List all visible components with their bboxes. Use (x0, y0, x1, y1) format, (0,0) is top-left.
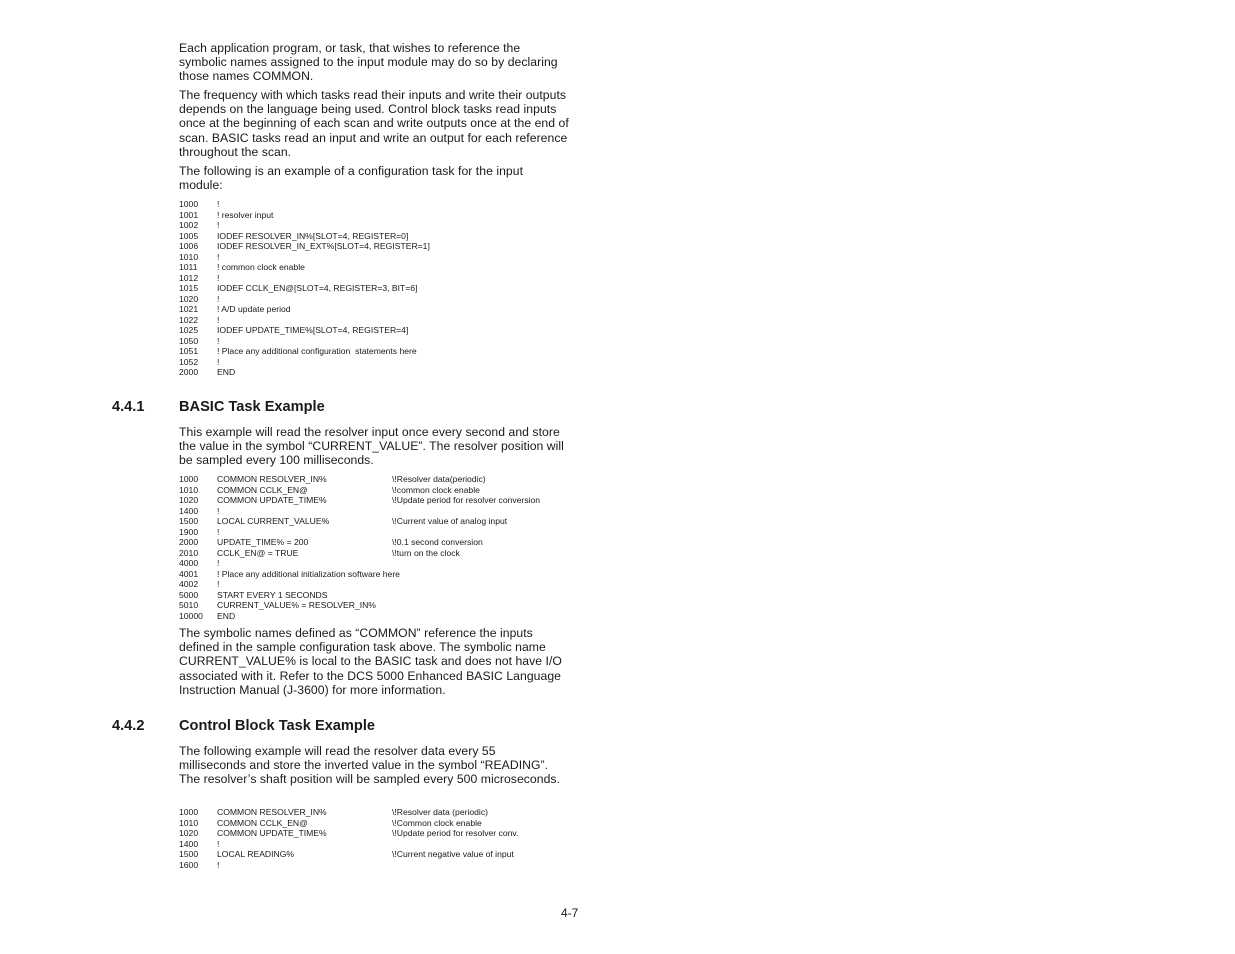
code-statement: ! (217, 505, 220, 516)
code-comment: \!Resolver data (periodic) (392, 807, 489, 817)
line-number: 2010 (179, 547, 199, 558)
basic-paragraph-1: This example will read the resolver input once every second and store the value in the symbol “CURRENT_VALUE”. The resolver position will be sampled every 100 milliseconds. (179, 425, 564, 468)
line-number: 1020 (179, 828, 199, 838)
code-comment: \!Current value of analog input (392, 516, 508, 526)
code-comment: \!Current negative value of input (392, 849, 514, 859)
code-statement: ! Place any additional configuration statements here (217, 346, 417, 356)
line-number: 1050 (179, 335, 199, 346)
code-comment: \!0.1 second conversion (392, 537, 483, 547)
line-number: 1400 (179, 838, 199, 849)
code-statement: ! (217, 526, 220, 537)
code-statement: COMMON UPDATE_TIME% (217, 828, 327, 838)
code-comment: \!Update period for resolver conv. (392, 828, 519, 838)
line-number: 1012 (179, 272, 199, 283)
line-number: 1051 (179, 346, 199, 356)
line-number: 1002 (179, 220, 199, 230)
line-number: 1010 (179, 484, 199, 495)
code-statement: ! (217, 199, 220, 209)
line-number: 1500 (179, 849, 199, 859)
code-statement: END (217, 367, 236, 377)
section-number: 4.4.1 (112, 399, 145, 415)
line-number: 1052 (179, 356, 199, 367)
basic-intro-block (179, 425, 569, 468)
code-statement: ! (217, 579, 220, 589)
code-statement: CURRENT_VALUE% = RESOLVER_IN% (217, 600, 376, 610)
line-number: 10000 (179, 610, 203, 621)
code-statement: COMMON UPDATE_TIME% (217, 495, 327, 505)
code-statement: ! (217, 859, 220, 870)
section-title: Control Block Task Example (179, 718, 375, 734)
line-number: 1020 (179, 293, 199, 304)
line-number: 5010 (179, 600, 199, 610)
line-number: 1500 (179, 516, 199, 526)
code-statement: ! common clock enable (217, 262, 305, 272)
line-number: 5000 (179, 589, 199, 600)
section-title: BASIC Task Example (179, 399, 325, 415)
code-comment: \!common clock enable (392, 484, 480, 495)
code-statement: LOCAL READING% (217, 849, 295, 859)
code-statement: ! (217, 838, 220, 849)
code-statement: IODEF UPDATE_TIME%[SLOT=4, REGISTER=4] (217, 325, 409, 335)
line-number: 1900 (179, 526, 199, 537)
line-number: 2000 (179, 537, 199, 547)
line-number: 4002 (179, 579, 199, 589)
code-statement: ! A/D update period (217, 304, 291, 314)
line-number: 1010 (179, 817, 199, 828)
code-statement: IODEF RESOLVER_IN_EXT%[SLOT=4, REGISTER=1] (217, 241, 430, 251)
code-comment: \!Update period for resolver conversion (392, 495, 541, 505)
intro-block (179, 41, 569, 84)
control-block-paragraph-1: The following example will read the resolver data every 55 milliseconds and store the inverted value in the symbol “READING”. The resolver’s shaft position will be sampled every 500 microseconds. (179, 744, 560, 787)
line-number: 1600 (179, 859, 199, 870)
code-statement: COMMON RESOLVER_IN% (217, 807, 327, 817)
line-number: 4001 (179, 568, 199, 579)
code-statement: ! (217, 558, 220, 568)
basic-explain-block (179, 626, 574, 697)
code-statement: END (217, 610, 236, 621)
section-number: 4.4.2 (112, 718, 145, 734)
line-number: 4000 (179, 558, 199, 568)
code-statement: IODEF RESOLVER_IN%[SLOT=4, REGISTER=0] (217, 230, 409, 241)
intro-paragraph-3: The following is an example of a configuration task for the input module: (179, 164, 524, 193)
line-number: 1025 (179, 325, 199, 335)
line-number: 2000 (179, 367, 199, 377)
code-statement: ! (217, 314, 220, 325)
line-number: 1005 (179, 230, 199, 241)
code-statement: IODEF CCLK_EN@[SLOT=4, REGISTER=3, BIT=6] (217, 283, 418, 293)
line-number: 1021 (179, 304, 199, 314)
code-statement: COMMON CCLK_EN@ (217, 817, 308, 828)
line-number: 1400 (179, 505, 199, 516)
line-number: 1020 (179, 495, 199, 505)
intro-block-2 (179, 88, 569, 159)
code-statement: COMMON RESOLVER_IN% (217, 474, 327, 484)
line-number: 1000 (179, 807, 199, 817)
code-comment: \!turn on the clock (392, 547, 460, 558)
code-statement: ! resolver input (217, 209, 274, 220)
intro-paragraph-1: Each application program, or task, that wishes to reference the symbolic names assigned to the input module may do so by declaring those names COMMON. (179, 41, 558, 84)
code-statement: CCLK_EN@ = TRUE (217, 547, 299, 558)
line-number: 1001 (179, 209, 199, 220)
line-number: 1011 (179, 262, 198, 272)
code-statement: ! (217, 220, 220, 230)
line-number: 1000 (179, 474, 199, 484)
control-block-intro-block (179, 744, 563, 787)
code-comment: \!Common clock enable (392, 817, 482, 828)
code-comment: \!Resolver data(periodic) (392, 474, 486, 484)
line-number: 1022 (179, 314, 199, 325)
line-number: 1000 (179, 199, 199, 209)
code-statement: ! (217, 356, 220, 367)
code-statement: LOCAL CURRENT_VALUE% (217, 516, 330, 526)
code-statement: ! (217, 335, 220, 346)
code-statement: ! (217, 272, 220, 283)
code-statement: ! (217, 251, 220, 262)
intro-paragraph-2: The frequency with which tasks read their inputs and write their outputs depends on the language being used. Control block tasks read inputs once at the beginning of each scan and write outputs once at the end of scan. BASIC tasks read an input and write an output for each reference throughout the scan. (179, 88, 569, 159)
code-statement: UPDATE_TIME% = 200 (217, 537, 309, 547)
line-number: 1015 (179, 283, 199, 293)
line-number: 1010 (179, 251, 199, 262)
code-statement: ! Place any additional initialization software here (217, 568, 400, 579)
code-statement: ! (217, 293, 220, 304)
intro-block-3 (179, 164, 569, 192)
line-number: 1006 (179, 241, 199, 251)
code-statement: START EVERY 1 SECONDS (217, 589, 328, 600)
code-statement: COMMON CCLK_EN@ (217, 484, 308, 495)
basic-paragraph-2: The symbolic names defined as “COMMON” reference the inputs defined in the sample configuration task above. The symbolic name CURRENT_VALUE% is local to the BASIC task and does not have I/O associated with it. Refer to the DCS 5000 Enhanced BASIC Language Instruction Manual (J-3600) for more information. (179, 626, 562, 697)
page-number: 4-7 (561, 906, 579, 920)
